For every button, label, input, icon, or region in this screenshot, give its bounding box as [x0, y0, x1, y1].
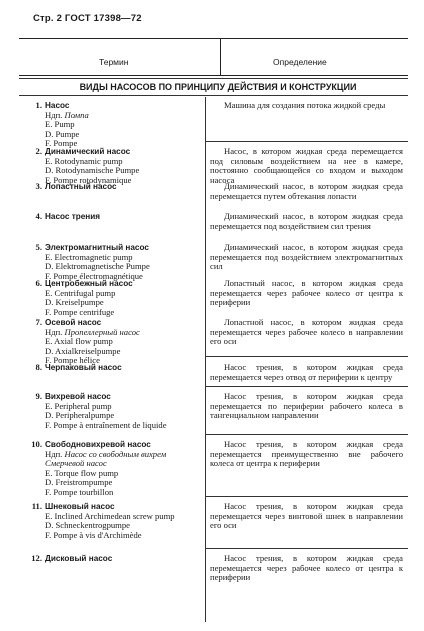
- synonym-prefix: E. Peripheral pump: [45, 400, 112, 411]
- synonym-prefix: E. Axial flow pump: [45, 336, 113, 346]
- definition-rule: [206, 356, 408, 357]
- term-entry: [29, 243, 201, 281]
- table-header: [19, 38, 408, 76]
- term-number: 9.: [35, 391, 42, 401]
- synonym-prefix: D. Kreiselpumpe: [45, 297, 104, 307]
- synonym-italic: Смерчевой насос: [45, 458, 107, 468]
- synonym-prefix: E. Pump: [45, 119, 75, 129]
- term-name: Дисковый насос: [45, 554, 113, 563]
- term-name: Свободновихревой насос: [45, 440, 151, 449]
- term-name: Осевой насос: [45, 318, 102, 327]
- synonym-italic: Насос со свободным вихрем: [64, 448, 167, 459]
- term-name: Насос трения: [45, 212, 101, 221]
- synonym-prefix: D. Axialkreiselpumpe: [45, 345, 121, 356]
- synonym-prefix: E. Torque flow pump: [45, 467, 119, 478]
- definition-text: Насос трения, в котором жидкая среда перемещается через винтовой шнек в направлении его оси: [210, 501, 403, 530]
- term-entry: [29, 363, 201, 373]
- term-number: 2.: [35, 146, 42, 156]
- term-synonym: [29, 308, 201, 318]
- definition-text: Лопастный насос, в котором жидкая среда перемещается через рабочее колесо от центра к периферии: [210, 278, 403, 307]
- synonym-prefix: F. Pompe tourbillon: [45, 486, 114, 497]
- synonym-prefix: F. Pompe à vis d'Archimède: [45, 529, 142, 540]
- definition-rule: [206, 141, 408, 142]
- term-number: 7.: [35, 317, 42, 327]
- definition-text: Насос, в котором жидкая среда перемещается под силовым воздействием на нее в камере, постоянно сообщающейся со входом и выходом насоса: [210, 146, 403, 185]
- definition-rule: [206, 386, 408, 387]
- synonym-prefix: E. Centrifugal pump: [45, 287, 116, 298]
- definition-text: Динамический насос, в котором жидкая среда перемещается под воздействием электромагнитных сил: [210, 242, 403, 271]
- definition-rule: [206, 548, 408, 549]
- definition-text: Насос трения, в котором жидкая среда перемещается преимущественно вне рабочего колеса от центра к периферии: [210, 439, 403, 468]
- page-header: Стр. 2 ГОСТ 17398—72: [33, 13, 142, 24]
- column-divider-body: [205, 97, 206, 622]
- term-entry: [29, 182, 201, 192]
- definition-column-header: Определение: [273, 57, 327, 67]
- synonym-prefix: F. Pompe hélice: [45, 355, 100, 365]
- term-name: Электромагнитный насос: [45, 243, 149, 252]
- term-name: Центробежный насос: [45, 279, 133, 288]
- definition-text: Динамический насос, в котором жидкая среда перемещается под воздействием сил трения: [210, 211, 403, 231]
- term-number: 10.: [31, 439, 42, 449]
- term-entry: [29, 101, 201, 149]
- synonym-prefix: F. Pompe rotodynamique: [45, 174, 132, 185]
- term-number: 11.: [31, 501, 42, 511]
- synonym-prefix: F. Pompe centrifuge: [45, 306, 115, 317]
- section-rule: [19, 95, 408, 96]
- synonym-italic: Помпа: [64, 109, 89, 120]
- term-synonym: [29, 421, 201, 431]
- term-entry: [29, 392, 201, 430]
- synonym-italic: Пропеллерный насос: [64, 326, 140, 337]
- term-name: Черпаковый насос: [45, 363, 122, 372]
- definition-text: Насос трения, в котором жидкая среда перемещается через рабочее колесо от центра к периферии: [210, 553, 403, 582]
- synonym-prefix: D. Freistrompumpe: [45, 477, 113, 487]
- term-number: 5.: [35, 242, 42, 252]
- synonym-prefix: D. Peripheralpumpe: [45, 410, 115, 420]
- synonym-prefix: F. Pompe électromagnétique: [45, 270, 143, 281]
- term-synonym: [29, 531, 201, 541]
- definition-text: Динамический насос, в котором жидкая среда перемещается путем обтекания лопасти: [210, 181, 403, 201]
- synonym-prefix: Ндп.: [45, 326, 65, 337]
- header-rule: [19, 78, 408, 79]
- term-entry: [29, 212, 201, 222]
- term-column-header: Термин: [99, 57, 129, 67]
- term-name: Динамический насос: [45, 147, 131, 156]
- term-number: 12.: [31, 553, 42, 563]
- synonym-prefix: Ндп.: [45, 109, 65, 120]
- term-entry: [29, 279, 201, 317]
- synonym-prefix: E. Electromagnetic pump: [45, 251, 133, 262]
- term-number: 6.: [35, 278, 42, 288]
- section-title: ВИДЫ НАСОСОВ ПО ПРИНЦИПУ ДЕЙСТВИЯ И КОНСТРУКЦИИ: [79, 82, 357, 92]
- synonym-prefix: D. Schneckentrogpumpe: [45, 520, 130, 530]
- definition-rule: [206, 434, 408, 435]
- synonym-prefix: D. Rotodynamische Pumpe: [45, 165, 140, 175]
- synonym-prefix: F. Pompe à entraînement de liquide: [45, 419, 167, 430]
- definition-rule: [206, 496, 408, 497]
- term-number: 4.: [35, 211, 42, 221]
- term-number: 1.: [35, 100, 42, 110]
- definition-text: Насос трения, в котором жидкая среда перемещается по периферии рабочего колеса в тангенциальном направлении: [210, 391, 403, 420]
- synonym-prefix: F. Pompe: [45, 138, 78, 148]
- term-number: 8.: [35, 362, 42, 372]
- term-entry: [29, 318, 201, 366]
- term-entry: [29, 502, 201, 540]
- synonym-prefix: D. Elektromagnetische Pumpe: [45, 261, 150, 271]
- term-number: 3.: [35, 181, 42, 191]
- definition-text: Насос трения, в котором жидкая среда перемещается через отвод от периферии к центру: [210, 362, 403, 382]
- definition-text: Лопастной насос, в котором жидкая среда перемещается через рабочее колесо в направлении его оси: [210, 317, 403, 346]
- synonym-prefix: E. Inclined Archimedean screw pump: [45, 510, 175, 521]
- term-entry: [29, 440, 201, 497]
- term-entry: [29, 147, 201, 185]
- column-divider: [220, 39, 221, 75]
- term-name: Лопастный насос: [45, 182, 117, 191]
- term-name: Насос: [45, 101, 70, 110]
- definition-text: Машина для создания потока жидкой среды: [224, 100, 386, 110]
- term-entry: [29, 554, 201, 564]
- synonym-prefix: E. Rotodynamic pump: [45, 155, 123, 166]
- term-name: Вихревой насос: [45, 392, 111, 401]
- term-name: Шнековый насос: [45, 502, 115, 511]
- term-synonym: [29, 488, 201, 498]
- synonym-prefix: Ндп.: [45, 448, 65, 459]
- synonym-prefix: D. Pumpe: [45, 128, 80, 139]
